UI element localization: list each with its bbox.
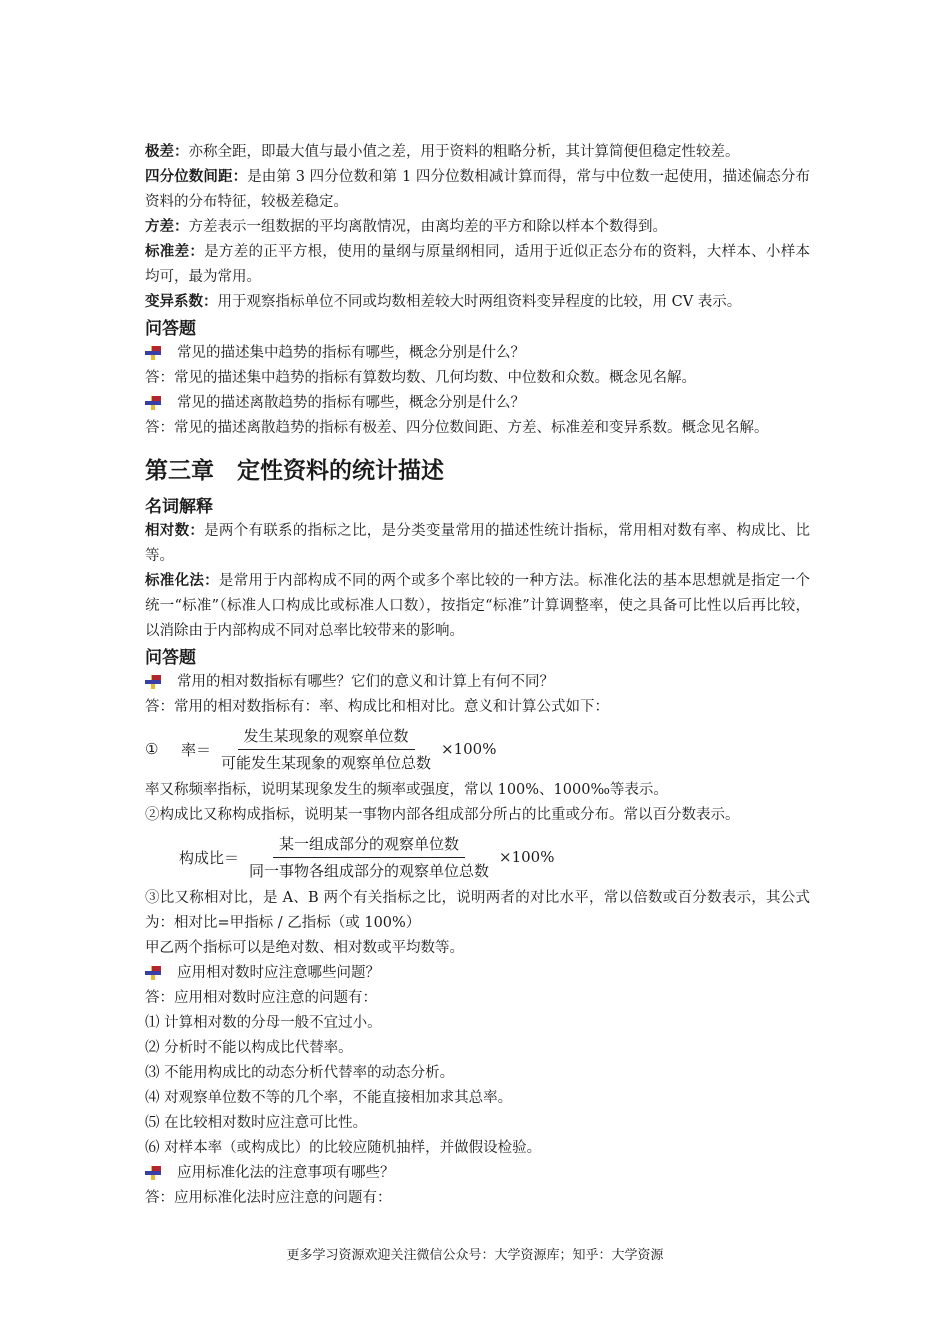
term-label: 四分位数间距：: [145, 169, 248, 185]
formula-denominator: 可能发生某现象的观察单位总数: [221, 753, 432, 772]
bullet-icon: [145, 675, 161, 689]
term-text: 是两个有联系的指标之比，是分类变量常用的描述性统计指标，常用相对数有率、构成比、比等。: [145, 523, 811, 564]
definition-cv: [145, 290, 810, 315]
formula-numerator: 某一组成部分的观察单位数: [273, 833, 465, 858]
bullet-icon: [145, 1166, 161, 1180]
term-text: 是由第 3 四分位数和第 1 四分位数相减计算而得，常与中位数一起使用，描述偏态分布资料的分布特征，较极差稳定。: [145, 169, 810, 210]
section-heading-qa: 问答题: [145, 648, 196, 668]
definition-standardization: [145, 569, 810, 644]
term-label: 标准差：: [145, 244, 205, 260]
list-item: ⑷ 对观察单位数不等的几个率，不能直接相加求其总率。: [145, 1090, 513, 1106]
term-label: 方差：: [145, 219, 189, 235]
chapter-title: 第三章 定性资料的统计描述: [145, 458, 444, 484]
question-text: 应用相对数时应注意哪些问题？: [177, 965, 380, 981]
document-body: [145, 140, 810, 1211]
rate-formula: [145, 722, 810, 776]
bullet-icon: [145, 346, 161, 360]
formula-lhs: 构成比＝: [179, 848, 240, 867]
definition-relative-number: [145, 519, 810, 569]
question-item: [145, 961, 810, 986]
term-label: 极差：: [145, 144, 189, 160]
answer-text: 答：常用的相对数指标有：率、构成比和相对比。意义和计算公式如下：: [145, 699, 609, 715]
formula-index: ①: [145, 740, 159, 758]
composition-formula: [145, 830, 810, 884]
formula-lhs: 率＝: [181, 740, 212, 759]
question-text: 常见的描述集中趋势的指标有哪些，概念分别是什么？: [177, 345, 525, 361]
definition-variance: [145, 215, 810, 240]
list-item: ⑴ 计算相对数的分母一般不宜过小。: [145, 1015, 382, 1031]
question-item: [145, 1161, 810, 1186]
page-footer: 更多学习资源欢迎关注微信公众号：大学资源库；知乎：大学资源: [286, 1248, 664, 1263]
term-label: 相对数：: [145, 523, 205, 539]
formula-fraction: [215, 725, 437, 774]
bullet-icon: [145, 966, 161, 980]
question-text: 应用标准化法的注意事项有哪些？: [177, 1165, 395, 1181]
term-label: 变异系数：: [145, 294, 218, 310]
definition-iqr: [145, 165, 810, 215]
formula-multiplier: ×100%: [441, 740, 497, 758]
list-item: ⑸ 在比较相对数时应注意可比性。: [145, 1115, 368, 1131]
question-item: [145, 341, 810, 366]
answer-text: 答：常见的描述集中趋势的指标有算数均数、几何均数、中位数和众数。概念见名解。: [145, 370, 696, 386]
definition-std: [145, 240, 810, 290]
term-text: 是方差的正平方根，使用的量纲与原量纲相同，适用于近似正态分布的资料，大样本、小样本均可，最为常用。: [145, 244, 811, 285]
formula-fraction: [243, 833, 495, 882]
term-text: 亦称全距，即最大值与最小值之差，用于资料的粗略分析，其计算简便但稳定性较差。: [188, 144, 740, 160]
definition-range: [145, 140, 810, 165]
list-item: ⑶ 不能用构成比的动态分析代替率的动态分析。: [145, 1065, 455, 1081]
list-item: ⑵ 分析时不能以构成比代替率。: [145, 1040, 353, 1056]
formula-multiplier: ×100%: [499, 848, 555, 866]
question-text: 常用的相对数指标有哪些？它们的意义和计算上有何不同？: [177, 674, 554, 690]
bullet-icon: [145, 396, 161, 410]
term-label: 标准化法：: [145, 573, 219, 589]
section-heading-terms: 名词解释: [145, 497, 213, 517]
composition-note: ②构成比又称构成指标，说明某一事物内部各组成部分所占的比重或分布。常以百分数表示。: [145, 807, 740, 823]
answer-text: 答：应用相对数时应注意的问题有：: [145, 990, 377, 1006]
rate-note: 率又称频率指标，说明某现象发生的频率或强度，常以 100%、1000‰等表示。: [145, 782, 668, 798]
list-item: ⑹ 对样本率（或构成比）的比较应随机抽样，并做假设检验。: [145, 1140, 542, 1156]
relative-ratio-note: ③比又称相对比，是 A、B 两个有关指标之比，说明两者的对比水平，常以倍数或百分数表示，其公式为：相对比=甲指标 / 乙指标（或 100%）: [145, 890, 810, 931]
question-item: [145, 670, 810, 695]
relative-ratio-extra: 甲乙两个指标可以是绝对数、相对数或平均数等。: [145, 940, 464, 956]
question-text: 常见的描述离散趋势的指标有哪些，概念分别是什么？: [177, 395, 525, 411]
formula-denominator: 同一事物各组成部分的观察单位总数: [249, 861, 490, 880]
formula-numerator: 发生某现象的观察单位数: [238, 725, 415, 750]
term-text: 用于观察指标单位不同或均数相差较大时两组资料变异程度的比较，用 CV 表示。: [217, 294, 742, 310]
answer-text: 答：应用标准化法时应注意的问题有：: [145, 1190, 392, 1206]
section-heading-qa: 问答题: [145, 319, 196, 339]
answer-text: 答：常见的描述离散趋势的指标有极差、四分位数间距、方差、标准差和变异系数。概念见名解。: [145, 420, 769, 436]
question-item: [145, 391, 810, 416]
term-text: 是常用于内部构成不同的两个或多个率比较的一种方法。标准化法的基本思想就是指定一个统一“标准”（标准人口构成比或标准人口数），按指定“标准”计算调整率，使之具备可比性以后再比较，以消除由于内部构成不同对总率比较带来的影响。: [145, 573, 810, 639]
term-text: 方差表示一组数据的平均离散情况，由离均差的平方和除以样本个数得到。: [188, 219, 667, 235]
